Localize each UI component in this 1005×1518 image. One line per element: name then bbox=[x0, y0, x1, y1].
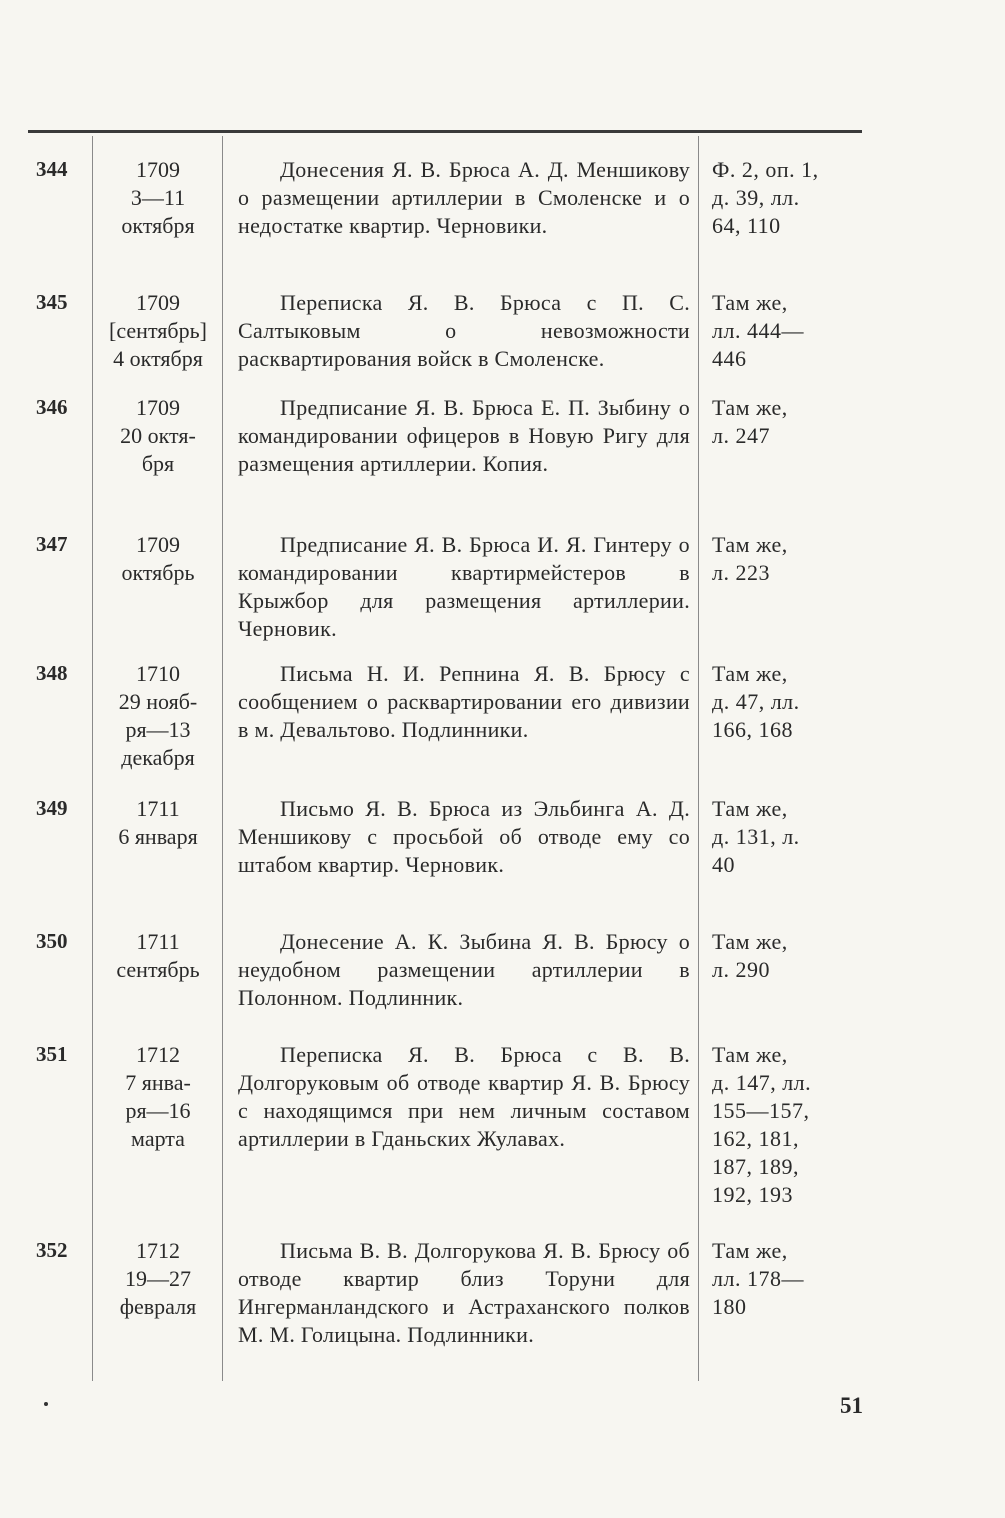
row-number: 347 bbox=[36, 532, 68, 556]
row-date: 1712 7 янва- ря—16 марта bbox=[125, 1042, 191, 1151]
column-divider-3 bbox=[698, 136, 699, 1381]
row-reference: Там же, лл. 444— 446 bbox=[712, 290, 804, 371]
row-date: 1709 20 октя- бря bbox=[120, 395, 196, 476]
top-rule bbox=[28, 130, 862, 133]
row-description: Предписание Я. В. Брюса И. Я. Гинтеру о командировании квартирмейстеров в Крыжбор для размещения артиллерии. Черновик. bbox=[238, 532, 690, 641]
row-date: 1711 сентябрь bbox=[116, 929, 200, 982]
row-description: Донесение А. К. Зыбина Я. В. Брюсу о неудобном размещении артиллерии в Полонном. Подлинник. bbox=[238, 929, 690, 1010]
stray-mark bbox=[44, 1402, 48, 1406]
row-number: 351 bbox=[36, 1042, 68, 1066]
row-reference: Ф. 2, оп. 1, д. 39, лл. 64, 110 bbox=[712, 157, 819, 238]
column-divider-1 bbox=[92, 136, 93, 1381]
row-reference: Там же, лл. 178— 180 bbox=[712, 1238, 804, 1319]
row-date: 1709 [сентябрь] 4 октября bbox=[109, 290, 207, 371]
row-reference: Там же, л. 223 bbox=[712, 532, 788, 585]
row-number: 350 bbox=[36, 929, 68, 953]
row-number: 349 bbox=[36, 796, 68, 820]
row-description: Письмо Я. В. Брюса из Эльбинга А. Д. Меншикову с просьбой об отводе ему со штабом квартир. Черновик. bbox=[238, 796, 690, 877]
row-reference: Там же, д. 131, л. 40 bbox=[712, 796, 800, 877]
row-date: 1709 3—11 октября bbox=[121, 157, 195, 238]
row-date: 1709 октябрь bbox=[121, 532, 195, 585]
row-number: 344 bbox=[36, 157, 68, 181]
row-reference: Там же, д. 47, лл. 166, 168 bbox=[712, 661, 800, 742]
column-divider-2 bbox=[222, 136, 223, 1381]
row-reference: Там же, л. 247 bbox=[712, 395, 788, 448]
row-description: Переписка Я. В. Брюса с П. С. Салтыковым о невозможности расквартирования войск в Смоленске. bbox=[238, 290, 690, 371]
row-date: 1711 6 января bbox=[118, 796, 198, 849]
row-number: 346 bbox=[36, 395, 68, 419]
row-reference: Там же, л. 290 bbox=[712, 929, 788, 982]
row-number: 348 bbox=[36, 661, 68, 685]
row-description: Предписание Я. В. Брюса Е. П. Зыбину о командировании офицеров в Новую Ригу для размещения артиллерии. Копия. bbox=[238, 395, 690, 476]
page-number: 51 bbox=[840, 1393, 863, 1418]
row-reference: Там же, д. 147, лл. 155—157, 162, 181, 187, 189, 192, 193 bbox=[712, 1042, 812, 1207]
row-date: 1712 19—27 февраля bbox=[119, 1238, 197, 1319]
row-number: 345 bbox=[36, 290, 68, 314]
row-description: Переписка Я. В. Брюса с В. В. Долгоруковым об отводе квартир Я. В. Брюсу с находящимся при нем личным составом артиллерии в Гданьских Жулавах. bbox=[238, 1042, 690, 1151]
row-description: Письма Н. И. Репнина Я. В. Брюсу с сообщением о расквартировании его дивизии в м. Девальтово. Подлинники. bbox=[238, 661, 690, 742]
row-date: 1710 29 нояб- ря—13 декабря bbox=[118, 661, 198, 770]
row-description: Письма В. В. Долгорукова Я. В. Брюсу об отводе квартир близ Торуни для Ингерманландского и Астраханского полков М. М. Голицына. Подлинники. bbox=[238, 1238, 690, 1347]
row-description: Донесения Я. В. Брюса А. Д. Меншикову о размещении артиллерии в Смоленске и о недостатке квартир. Черновики. bbox=[238, 157, 690, 238]
row-number: 352 bbox=[36, 1238, 68, 1262]
